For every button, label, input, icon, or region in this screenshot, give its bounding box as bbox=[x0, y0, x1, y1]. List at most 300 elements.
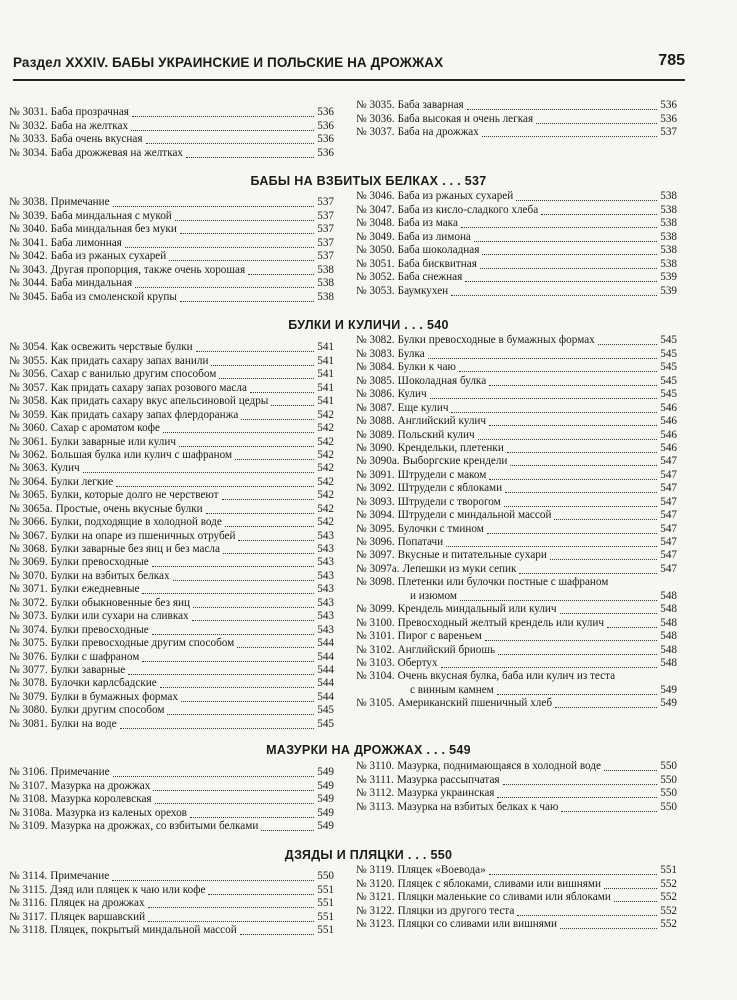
section-heading-buns-kulich: БУЛКИ И КУЛИЧИ . . . 540 bbox=[288, 318, 449, 332]
toc-entry bbox=[356, 361, 677, 374]
dot-leader bbox=[180, 290, 314, 302]
page-ref: 551 bbox=[317, 897, 334, 910]
recipe-number: № 3063. bbox=[9, 462, 48, 475]
recipe-number: № 3087. bbox=[356, 401, 395, 414]
recipe-title: Штрудели с творогом bbox=[397, 495, 501, 508]
dot-leader bbox=[113, 195, 315, 207]
recipe-number: № 3064. bbox=[9, 475, 48, 488]
page-ref: 543 bbox=[317, 583, 334, 596]
page-ref: 547 bbox=[660, 509, 677, 522]
recipe-number: № 3096. bbox=[356, 536, 395, 548]
dot-leader bbox=[510, 454, 657, 466]
recipe-title: Баба миндальная с мукой bbox=[50, 209, 172, 222]
toc-entry bbox=[9, 368, 334, 381]
toc-entry bbox=[356, 536, 677, 549]
recipe-number: № 3052. bbox=[356, 271, 395, 284]
dot-leader bbox=[614, 890, 657, 902]
recipe-title: Баба на дрожжах bbox=[397, 126, 479, 139]
page-ref: 549 bbox=[317, 806, 334, 819]
recipe-number: № 3092. bbox=[356, 482, 395, 495]
recipe-number: № 3045. bbox=[9, 290, 48, 303]
dot-leader bbox=[497, 786, 657, 798]
page-ref: 547 bbox=[660, 455, 677, 468]
recipe-title: Сахар с ванилью другим способом bbox=[50, 368, 217, 381]
dot-leader bbox=[208, 883, 314, 895]
dot-leader bbox=[497, 683, 657, 695]
recipe-title: Другая пропорция, также очень хорошая bbox=[50, 263, 246, 276]
recipe-number: № 3035. bbox=[356, 99, 395, 112]
recipe-title: Булочки с тмином bbox=[397, 522, 484, 535]
recipe-title: Мазурка из каленых орехов bbox=[55, 806, 187, 819]
dot-leader bbox=[153, 779, 314, 791]
recipe-number: № 3075. bbox=[9, 637, 48, 650]
toc-entry bbox=[9, 690, 334, 703]
toc-entry bbox=[356, 374, 677, 387]
recipe-number: № 3093. bbox=[356, 495, 395, 508]
recipe-title: Мазурка украинская bbox=[397, 787, 495, 800]
toc-entry bbox=[356, 112, 677, 125]
recipe-title: Пляцек варшавский bbox=[50, 910, 146, 923]
toc-entry bbox=[356, 442, 677, 455]
page-ref: 544 bbox=[317, 637, 334, 650]
page-ref: 546 bbox=[660, 401, 677, 414]
dot-leader bbox=[237, 636, 314, 648]
page-ref: 552 bbox=[660, 918, 677, 931]
dot-leader bbox=[146, 132, 315, 144]
recipe-number: № 3120. bbox=[356, 877, 395, 890]
recipe-title: Баба миндальная без муки bbox=[50, 223, 177, 236]
toc-entry bbox=[9, 717, 334, 730]
dot-leader bbox=[196, 340, 315, 352]
recipe-number: № 3050. bbox=[356, 244, 395, 257]
recipe-number: № 3072. bbox=[9, 596, 48, 609]
toc-entry bbox=[9, 462, 334, 475]
toc-entry bbox=[356, 630, 677, 643]
dot-leader bbox=[482, 243, 657, 255]
page-ref: 541 bbox=[317, 354, 334, 367]
dot-leader bbox=[135, 276, 314, 288]
recipe-number: № 3033. bbox=[9, 133, 48, 146]
recipe-title: Дзяд или пляцек к чаю или кофе bbox=[50, 883, 206, 896]
dot-leader bbox=[219, 367, 314, 379]
dot-leader bbox=[541, 203, 657, 215]
recipe-number: № 3047. bbox=[356, 203, 395, 216]
page-ref: 537 bbox=[317, 250, 334, 263]
dot-leader bbox=[503, 773, 658, 785]
page-ref: 543 bbox=[317, 529, 334, 542]
recipe-title: Пляцки маленькие со сливами или яблоками bbox=[397, 891, 611, 904]
recipe-number: № 3095. bbox=[356, 522, 395, 535]
dot-leader bbox=[536, 112, 657, 124]
dot-leader bbox=[190, 806, 314, 818]
toc-entry bbox=[356, 99, 677, 112]
recipe-number: № 3071. bbox=[9, 583, 48, 596]
recipe-title: Баба дрожжевая на желтках bbox=[50, 146, 184, 159]
recipe-title: Булки превосходные другим способом bbox=[50, 637, 235, 650]
recipe-title: Примечание bbox=[50, 196, 110, 209]
page-ref: 546 bbox=[660, 428, 677, 441]
recipe-number: № 3040. bbox=[9, 223, 48, 236]
recipe-number: № 3113. bbox=[356, 800, 395, 813]
recipe-title: Булки на воде bbox=[50, 717, 117, 730]
recipe-number: № 3112. bbox=[356, 787, 395, 800]
toc-entry bbox=[9, 820, 334, 833]
recipe-title: Как придать сахару запах ванили bbox=[50, 354, 209, 367]
recipe-number: № 3073. bbox=[9, 610, 48, 623]
dot-leader bbox=[241, 408, 314, 420]
page-ref: 538 bbox=[660, 217, 677, 230]
recipe-number: № 3041. bbox=[9, 236, 48, 249]
recipe-number: № 3100. bbox=[356, 616, 395, 629]
page-ref: 549 bbox=[660, 697, 677, 710]
recipe-title: Польский кулич bbox=[397, 428, 475, 441]
toc-entry bbox=[9, 196, 334, 209]
recipe-number: № 3048. bbox=[356, 217, 395, 230]
page-ref: 543 bbox=[317, 569, 334, 582]
dot-leader bbox=[142, 650, 314, 662]
dot-leader bbox=[467, 98, 658, 110]
recipe-title: Булки в бумажных формах bbox=[50, 690, 178, 703]
recipe-number: № 3109. bbox=[9, 820, 48, 833]
toc-entry bbox=[9, 569, 334, 582]
toc-entry bbox=[356, 230, 677, 243]
recipe-number: № 3080. bbox=[9, 704, 48, 717]
page-ref: 536 bbox=[660, 112, 677, 125]
toc-entry bbox=[356, 918, 677, 931]
recipe-title: Баба высокая и очень легкая bbox=[397, 112, 534, 125]
toc-entry bbox=[356, 549, 677, 562]
toc-entry bbox=[9, 910, 334, 923]
recipe-title: Мазурка, поднимающаяся в холодной воде bbox=[397, 760, 601, 773]
recipe-number: № 3062. bbox=[9, 448, 48, 461]
dot-leader bbox=[555, 696, 657, 708]
page-ref: 537 bbox=[317, 196, 334, 209]
recipe-title: Штрудели с маком bbox=[397, 468, 487, 481]
page-ref: 539 bbox=[660, 284, 677, 297]
page-ref: 549 bbox=[317, 820, 334, 833]
toc-entry bbox=[356, 271, 677, 284]
recipe-title: Баба заварная bbox=[397, 99, 464, 112]
recipe-number: № 3053. bbox=[356, 284, 395, 297]
page-ref: 548 bbox=[660, 603, 677, 616]
recipe-number: № 3038. bbox=[9, 196, 48, 209]
s4-left-column bbox=[9, 766, 334, 833]
recipe-title: Очень вкусная булка, баба или кулич из теста bbox=[397, 670, 616, 683]
recipe-title: Булки превосходные bbox=[50, 556, 149, 569]
toc-entry bbox=[356, 244, 677, 257]
toc-entry bbox=[356, 800, 677, 813]
toc-entry bbox=[356, 670, 677, 697]
page-ref: 548 bbox=[660, 630, 677, 643]
recipe-title: Крендель миндальный или кулич bbox=[397, 603, 557, 616]
dot-leader bbox=[428, 347, 658, 359]
dot-leader bbox=[235, 448, 314, 460]
recipe-number: № 3098. bbox=[356, 576, 395, 589]
toc-entry bbox=[9, 897, 334, 910]
dot-leader bbox=[211, 354, 314, 366]
dot-leader bbox=[250, 381, 314, 393]
page-ref: 536 bbox=[317, 119, 334, 132]
recipe-title: Баба из мака bbox=[397, 217, 458, 230]
toc-entry bbox=[356, 576, 677, 603]
page-ref: 537 bbox=[317, 236, 334, 249]
page-ref: 547 bbox=[660, 495, 677, 508]
page-ref: 542 bbox=[317, 502, 334, 515]
page-ref: 543 bbox=[317, 610, 334, 623]
dot-leader bbox=[459, 360, 657, 372]
toc-entry bbox=[356, 482, 677, 495]
s3-left-column bbox=[9, 341, 334, 731]
recipe-title: Баба миндальная bbox=[50, 277, 133, 290]
toc-entry bbox=[356, 190, 677, 203]
page-ref: 548 bbox=[660, 589, 677, 602]
toc-entry bbox=[9, 806, 334, 819]
dot-leader bbox=[465, 270, 657, 282]
toc-entry bbox=[9, 422, 334, 435]
dot-leader bbox=[441, 656, 658, 668]
toc-entry bbox=[9, 583, 334, 596]
recipe-number: № 3046. bbox=[356, 190, 395, 203]
dot-leader bbox=[180, 222, 314, 234]
page-ref: 542 bbox=[317, 435, 334, 448]
toc-entry bbox=[9, 502, 334, 515]
toc-entry bbox=[9, 704, 334, 717]
recipe-title: Булки, подходящие в холодной воде bbox=[50, 516, 222, 529]
toc-entry bbox=[9, 435, 334, 448]
toc-entry bbox=[9, 870, 334, 883]
toc-entry bbox=[9, 223, 334, 236]
recipe-title: Пляцки из другого теста bbox=[397, 904, 515, 917]
recipe-title: Булки к чаю bbox=[397, 361, 456, 374]
toc-entry bbox=[9, 623, 334, 636]
recipe-number: № 3111. bbox=[356, 773, 394, 786]
recipe-number: № 3066. bbox=[9, 516, 48, 529]
toc-entry bbox=[356, 787, 677, 800]
toc-entry bbox=[9, 250, 334, 263]
recipe-number: № 3097. bbox=[356, 549, 395, 562]
recipe-title: Английский бриошь bbox=[397, 643, 496, 656]
s5-left-column bbox=[9, 870, 334, 937]
dot-leader bbox=[460, 589, 657, 601]
recipe-title: Баба на желтках bbox=[50, 119, 129, 132]
dot-leader bbox=[487, 522, 657, 534]
recipe-number: № 3059. bbox=[9, 408, 48, 421]
recipe-number: № 3119. bbox=[356, 864, 395, 877]
dot-leader bbox=[560, 602, 658, 614]
recipe-title: Баба из кисло-сладкого хлеба bbox=[397, 203, 539, 216]
recipe-number: № 3089. bbox=[356, 428, 395, 441]
recipe-title: Американский пшеничный хлеб bbox=[397, 697, 553, 710]
recipe-title: Штрудели с яблоками bbox=[397, 482, 503, 495]
s3-right-column bbox=[356, 334, 677, 710]
dot-leader bbox=[113, 765, 315, 777]
recipe-number: № 3055. bbox=[9, 354, 48, 367]
recipe-title: Булки превосходные bbox=[50, 623, 149, 636]
recipe-number: № 3105. bbox=[356, 697, 395, 710]
dot-leader bbox=[142, 582, 314, 594]
recipe-number: № 3044. bbox=[9, 277, 48, 290]
recipe-title: Как придать сахару запах розового масла bbox=[50, 381, 247, 394]
dot-leader bbox=[175, 209, 314, 221]
page-ref: 547 bbox=[660, 468, 677, 481]
toc-entry bbox=[356, 697, 677, 710]
dot-leader bbox=[148, 910, 314, 922]
recipe-number: № 3102. bbox=[356, 643, 395, 656]
recipe-title: Булки или сухари на сливках bbox=[50, 610, 189, 623]
page-ref: 548 bbox=[660, 643, 677, 656]
page-ref: 536 bbox=[317, 146, 334, 159]
dot-leader bbox=[116, 475, 314, 487]
dot-leader bbox=[206, 502, 315, 514]
recipe-title: Булки, которые долго не черствеют bbox=[50, 489, 219, 502]
recipe-number: № 3065а. bbox=[9, 502, 53, 515]
dot-leader bbox=[451, 401, 657, 413]
recipe-title: Баба бисквитная bbox=[397, 257, 477, 270]
page-ref: 545 bbox=[317, 717, 334, 730]
running-header bbox=[13, 49, 685, 81]
recipe-title: Пляцек с яблоками, сливами или вишнями bbox=[397, 877, 601, 890]
toc-entry bbox=[9, 475, 334, 488]
toc-entry bbox=[356, 455, 677, 468]
toc-entry bbox=[356, 347, 677, 360]
page-ref: 547 bbox=[660, 536, 677, 548]
page-ref: 551 bbox=[660, 864, 677, 877]
toc-entry bbox=[9, 610, 334, 623]
page-ref: 538 bbox=[660, 244, 677, 257]
recipe-title: Баумкухен bbox=[397, 284, 449, 297]
recipe-number: № 3090а. bbox=[356, 455, 400, 468]
dot-leader bbox=[181, 690, 314, 702]
recipe-title: Булки на опаре из пшеничных отрубей bbox=[50, 529, 236, 542]
recipe-title: Баба из смоленской крупы bbox=[50, 290, 177, 303]
page-ref: 541 bbox=[317, 368, 334, 381]
recipe-title: Баба из ржаных сухарей bbox=[50, 250, 167, 263]
recipe-title: Сахар с ароматом кофе bbox=[50, 422, 160, 435]
recipe-number: № 3034. bbox=[9, 146, 48, 159]
recipe-title: Лепешки из муки сепик bbox=[402, 562, 517, 575]
page-ref: 544 bbox=[317, 690, 334, 703]
dot-leader bbox=[131, 119, 314, 131]
toc-entry bbox=[9, 119, 334, 132]
recipe-title: Мазурка королевская bbox=[50, 793, 152, 806]
toc-entry bbox=[9, 381, 334, 394]
toc-entry bbox=[9, 543, 334, 556]
page-ref: 543 bbox=[317, 556, 334, 569]
page-ref: 545 bbox=[660, 361, 677, 374]
recipe-number: № 3084. bbox=[356, 361, 395, 374]
dot-leader bbox=[451, 284, 657, 296]
page-ref: 550 bbox=[660, 787, 677, 800]
recipe-title: Булка bbox=[397, 347, 425, 360]
recipe-number: № 3067. bbox=[9, 529, 48, 542]
recipe-title: Булки другим способом bbox=[50, 704, 165, 717]
page-ref: 541 bbox=[317, 381, 334, 394]
recipe-number: № 3051. bbox=[356, 257, 395, 270]
recipe-title: Баба лимонная bbox=[50, 236, 122, 249]
recipe-title: Пирог с вареньем bbox=[397, 630, 482, 643]
page-ref: 536 bbox=[317, 133, 334, 146]
recipe-title: Как придать сахару вкус апельсиновой цедры bbox=[50, 395, 269, 408]
recipe-title: Булочки карлсбадские bbox=[50, 677, 157, 690]
page-ref: 544 bbox=[317, 663, 334, 676]
page-ref: 547 bbox=[660, 562, 677, 575]
page-ref: 545 bbox=[660, 334, 677, 347]
dot-leader bbox=[112, 869, 314, 881]
recipe-number: № 3070. bbox=[9, 569, 48, 582]
recipe-number: № 3114. bbox=[9, 870, 48, 883]
recipe-number: № 3078. bbox=[9, 677, 48, 690]
toc-entry bbox=[356, 509, 677, 522]
dot-leader bbox=[482, 125, 657, 137]
recipe-title: Баба прозрачная bbox=[50, 106, 129, 119]
toc-entry bbox=[356, 773, 677, 786]
recipe-number: № 3082. bbox=[356, 334, 395, 347]
toc-entry bbox=[9, 341, 334, 354]
recipe-title: Кулич bbox=[50, 462, 80, 475]
toc-entry bbox=[9, 290, 334, 303]
toc-entry bbox=[9, 263, 334, 276]
page-ref: 549 bbox=[660, 683, 677, 696]
toc-entry-line bbox=[356, 576, 677, 589]
page-ref: 548 bbox=[660, 656, 677, 669]
recipe-number: № 3121. bbox=[356, 891, 395, 904]
toc-entry bbox=[356, 864, 677, 877]
recipe-title: Булки легкие bbox=[50, 475, 114, 488]
page-ref: 542 bbox=[317, 489, 334, 502]
s2-right-column bbox=[356, 190, 677, 298]
toc-entry bbox=[356, 415, 677, 428]
page-ref: 552 bbox=[660, 904, 677, 917]
recipe-title: Булки заварные bbox=[50, 663, 126, 676]
page-ref: 552 bbox=[660, 891, 677, 904]
dot-leader bbox=[489, 414, 657, 426]
toc-entry bbox=[9, 354, 334, 367]
toc-entry bbox=[356, 428, 677, 441]
recipe-title: Штрудели с миндальной массой bbox=[397, 509, 552, 522]
toc-entry bbox=[356, 760, 677, 773]
recipe-number: № 3103. bbox=[356, 656, 395, 669]
recipe-title: Примечание bbox=[50, 870, 110, 883]
dot-leader bbox=[598, 333, 657, 345]
recipe-number: № 3036. bbox=[356, 112, 395, 125]
page-ref: 547 bbox=[660, 522, 677, 535]
toc-entry bbox=[9, 664, 334, 677]
recipe-number: № 3056. bbox=[9, 368, 48, 381]
recipe-number: № 3061. bbox=[9, 435, 48, 448]
toc-entry bbox=[9, 924, 334, 937]
recipe-title: Как освежить черствые булки bbox=[50, 341, 193, 354]
dot-leader bbox=[160, 676, 315, 688]
page-ref: 545 bbox=[660, 374, 677, 387]
page-ref: 549 bbox=[317, 766, 334, 779]
s1-left-column bbox=[9, 106, 334, 160]
toc-entry bbox=[9, 650, 334, 663]
page-ref: 538 bbox=[317, 277, 334, 290]
toc-entry bbox=[9, 236, 334, 249]
recipe-title: Пляцек, покрытый миндальной массой bbox=[50, 924, 237, 937]
recipe-number: № 3074. bbox=[9, 623, 48, 636]
toc-entry bbox=[356, 904, 677, 917]
page-ref: 542 bbox=[317, 475, 334, 488]
recipe-title: Пляцек на дрожжах bbox=[50, 897, 145, 910]
toc-entry-line bbox=[356, 670, 677, 683]
recipe-title: Примечание bbox=[50, 766, 110, 779]
recipe-number: № 3118. bbox=[9, 924, 48, 937]
toc-entry bbox=[356, 217, 677, 230]
page-ref: 536 bbox=[317, 106, 334, 119]
page-ref: 538 bbox=[317, 290, 334, 303]
dot-leader bbox=[238, 529, 314, 541]
